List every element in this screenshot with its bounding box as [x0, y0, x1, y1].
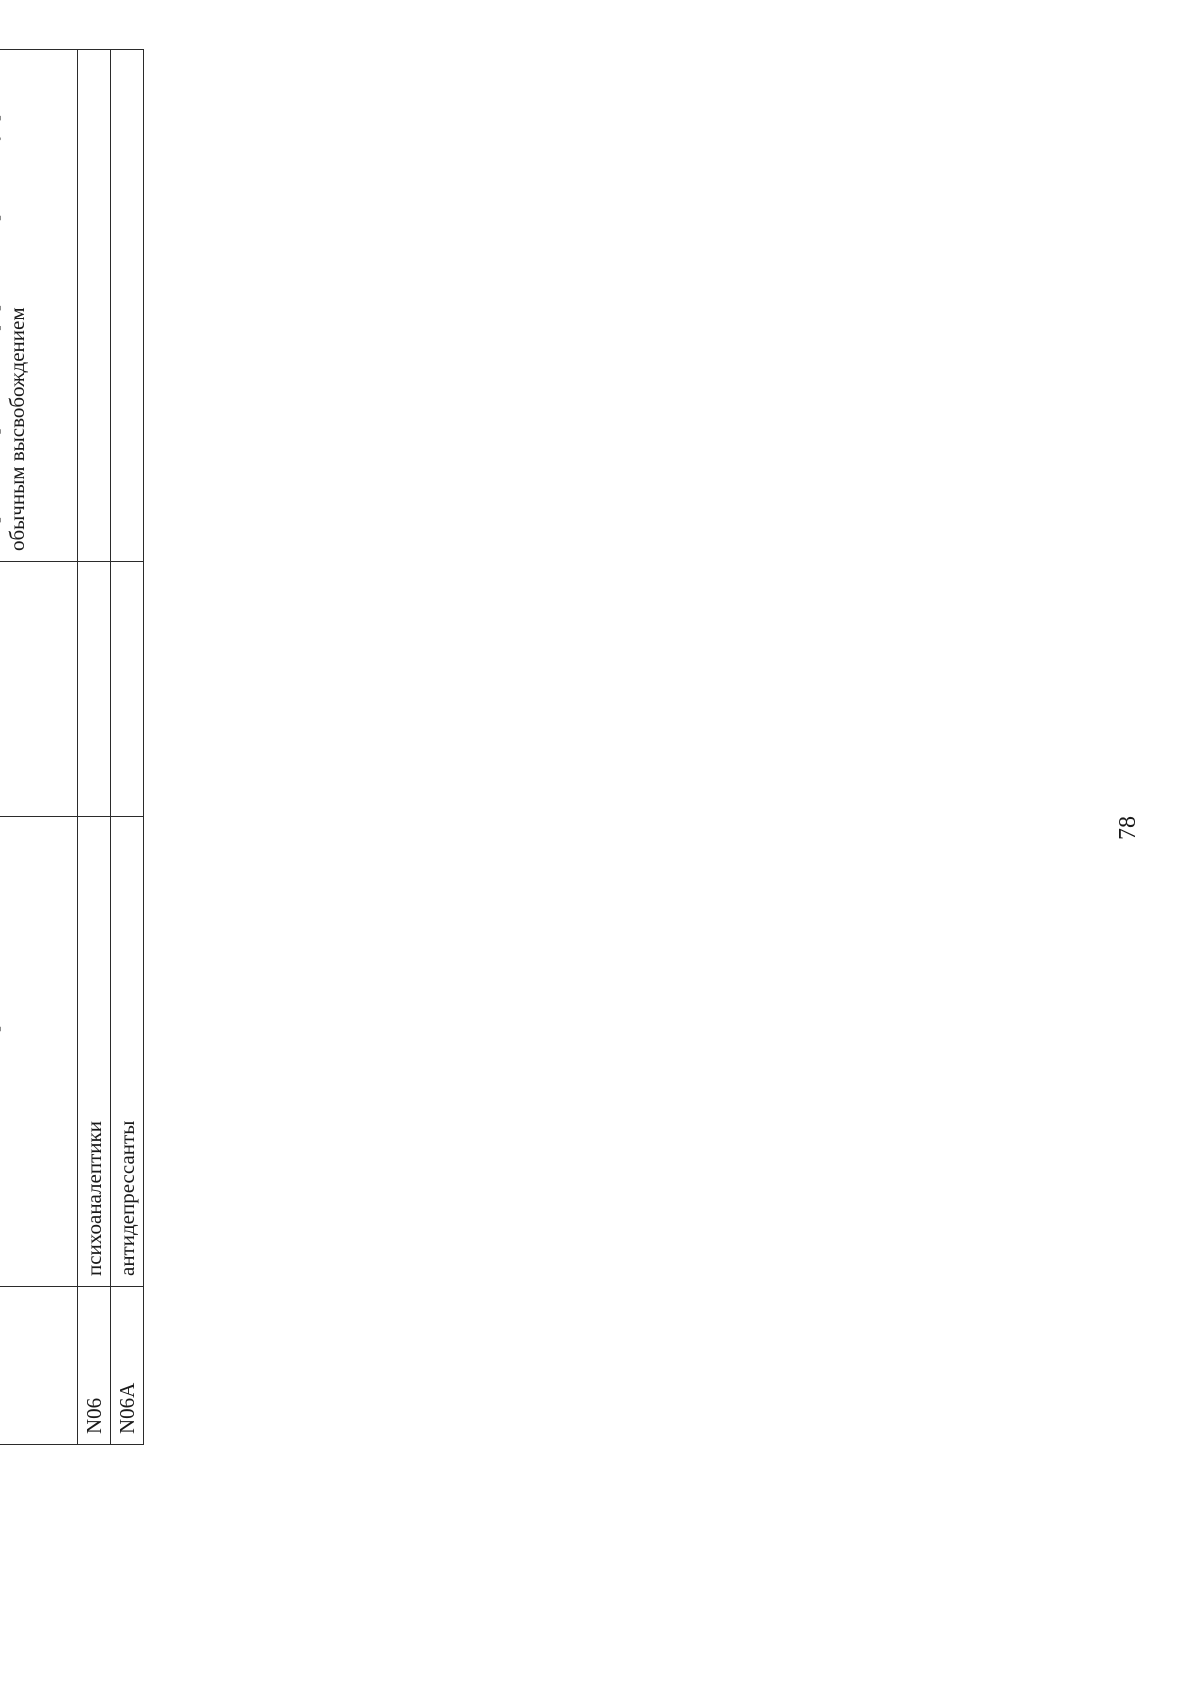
page-number: 78 [1115, 816, 1141, 840]
atc-code-cell: N06A [111, 1287, 144, 1445]
group-name-cell: психоаналептики [78, 817, 111, 1287]
dosage-forms-cell [111, 50, 144, 562]
drug-name-cell [78, 562, 111, 817]
table-row [111, 50, 144, 1445]
atc-code-cell [0, 1287, 78, 1445]
drug-name-cell [0, 562, 78, 817]
group-name-cell [0, 817, 78, 1287]
dosage-forms-cell [78, 50, 111, 562]
group-name-cell: антидепрессанты [111, 817, 144, 1287]
table-row [78, 50, 111, 1445]
table-body [0, 50, 144, 1445]
table-row [0, 50, 78, 1445]
medication-table [0, 49, 144, 1445]
drug-name-cell [111, 562, 144, 817]
dosage-forms-cell: обычным высвобождением [0, 50, 78, 562]
atc-code-cell: N06 [78, 1287, 111, 1445]
